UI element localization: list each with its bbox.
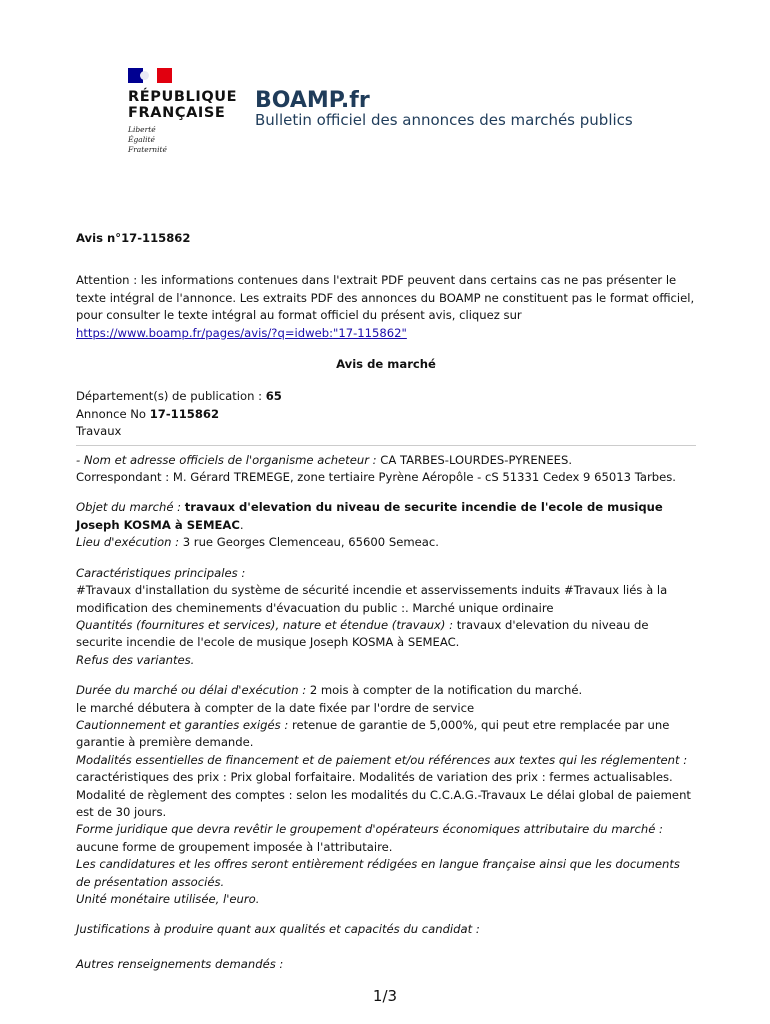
langue-line: Les candidatures et les offres seront entièrement rédigées en langue française ainsi que les documents de présentation associés. xyxy=(76,857,680,889)
attention-text: Attention : les informations contenues dans l'extrait PDF peuvent dans certains cas ne pas présenter le texte intégral de l'annonce. Les extraits PDF des annonces du BOAMP ne constituent pas le format officiel, pour consulter le texte intégral au format officiel du présent avis, cliquez sur xyxy=(76,273,695,323)
lieu-line xyxy=(76,534,696,551)
forme-juridique-label: Forme juridique que devra revêtir le groupement d'opérateurs économiques attributaire du marché : xyxy=(76,822,663,837)
modalites-line xyxy=(76,752,696,822)
republique-francaise-logo xyxy=(128,68,238,155)
caracteristiques-value: #Travaux d'installation du système de sécurité incendie et asservissements induits #Travaux liés à la modification des cheminements d'évacuation du public :. Marché unique ordinaire xyxy=(76,583,668,615)
objet-label: Objet du marché : xyxy=(76,500,185,515)
debut-line: le marché débutera à compter de la date fixée par l'ordre de service xyxy=(76,700,475,715)
site-title: BOAMP.fr xyxy=(255,88,370,113)
section-title: Avis de marché xyxy=(336,357,436,372)
modalites-value: caractéristiques des prix : Prix global forfaitaire. Modalités de variation des prix : fermes actualisables. Modalité de règlement des comptes : selon les modalités du C.C.A.G.-Travaux Le délai global de paiement est de 30 jours. xyxy=(76,770,691,819)
annonce-line xyxy=(76,406,696,423)
acheteur-label: - Nom et adresse officiels de l'organisme acheteur : xyxy=(76,452,381,467)
republique-name: RÉPUBLIQUE FRANÇAISE xyxy=(128,89,238,121)
acheteur-line xyxy=(76,452,696,469)
autres-renseignements-line: Autres renseignements demandés : xyxy=(76,956,284,971)
lieu-value: 3 rue Georges Clemenceau, 65600 Semeac. xyxy=(182,535,439,550)
objet-end: . xyxy=(239,517,244,532)
attention-paragraph xyxy=(76,272,696,342)
justifications-line: Justifications à produire quant aux qualités et capacités du candidat : xyxy=(76,922,480,937)
objet-value: travaux d'elevation du niveau de securite incendie de l'ecole de musique Joseph KOSMA à SEMEAC xyxy=(76,500,663,532)
cautionnement-line xyxy=(76,717,696,752)
boamp-avis-link[interactable]: https://www.boamp.fr/pages/avis/?q=idweb:"17-115862" xyxy=(76,325,407,340)
avis-number: Avis n°17-115862 xyxy=(76,231,191,245)
document-body xyxy=(76,230,696,973)
lieu-label: Lieu d'exécution : xyxy=(76,535,183,550)
refus-variantes: Refus des variantes. xyxy=(76,652,195,667)
duree-label: Durée du marché ou délai d'exécution : xyxy=(76,683,310,698)
forme-juridique-value: aucune forme de groupement imposée à l'attributaire. xyxy=(76,839,393,854)
caracteristiques-label: Caractéristiques principales : xyxy=(76,565,246,580)
departement-value: 65 xyxy=(265,389,282,404)
modalites-label: Modalités essentielles de financement et de paiement et/ou références aux textes qui les réglementent : xyxy=(76,752,688,767)
acheteur-value: CA TARBES-LOURDES-PYRENEES. xyxy=(380,452,573,467)
quantites-line xyxy=(76,617,696,652)
marianne-flag-icon xyxy=(128,68,172,83)
republique-motto: Liberté Égalité Fraternité xyxy=(128,125,167,154)
cautionnement-label: Cautionnement et garanties exigés : xyxy=(76,717,292,732)
forme-juridique-line xyxy=(76,821,696,856)
annonce-label: Annonce No xyxy=(76,406,150,421)
publication-info xyxy=(76,388,696,440)
duree-value: 2 mois à compter de la notification du marché. xyxy=(309,683,583,698)
category: Travaux xyxy=(76,424,122,439)
page-number: 1/3 xyxy=(372,987,398,1005)
cautionnement-value: retenue de garantie de 5,000%, qui peut etre remplacée par une garantie à première demande. xyxy=(76,717,670,750)
duree-line xyxy=(76,682,696,699)
departement-label: Département(s) de publication : xyxy=(76,389,266,404)
quantites-value: travaux d'elevation du niveau de securite incendie de l'ecole de musique Joseph KOSMA à SEMEAC. xyxy=(76,617,649,650)
objet-line xyxy=(76,499,696,534)
divider xyxy=(76,445,696,446)
site-subtitle: Bulletin officiel des annonces des marchés publics xyxy=(255,111,633,129)
departement-line xyxy=(76,388,696,405)
quantites-label: Quantités (fournitures et services), nature et étendue (travaux) : xyxy=(76,617,457,632)
annonce-value: 17-115862 xyxy=(149,406,220,421)
unite-monetaire-line: Unité monétaire utilisée, l'euro. xyxy=(76,892,260,906)
correspondant-line: Correspondant : M. Gérard TREMEGE, zone tertiaire Pyrène Aéropôle - cS 51331 Cedex 9 65013 Tarbes. xyxy=(76,470,676,485)
